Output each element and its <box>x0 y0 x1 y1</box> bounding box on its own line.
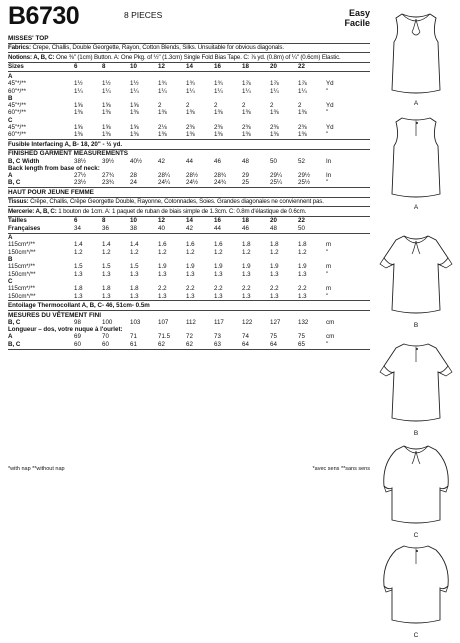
fr-view-label: C <box>8 277 13 285</box>
table-row: A 27½ 27¾ 28 28¼ 28½ 28¾ 29 29¼ 29½ In <box>8 172 332 180</box>
difficulty-en: Easy <box>348 8 370 18</box>
table-row: 45"*/** 1½ 1½ 1½ 1¾ 1¾ 1¾ 1⅞ 1⅞ 1⅞ Yd <box>8 80 334 88</box>
en-title: MISSES' TOP <box>8 35 49 42</box>
sketch-label: A <box>413 100 419 107</box>
fr-mesures-title: MESURES DU VÊTEMENT FINI <box>8 311 102 319</box>
difficulty-fr: Facile <box>344 18 370 28</box>
sketch-view-a-back-sleeveless <box>376 112 456 209</box>
table-row: A 69 70 71 71.5 72 73 74 75 75 cm <box>8 333 335 341</box>
en-interfacing: Fusible Interfacing A, B- 18, 20" - ½ yd. <box>8 140 123 148</box>
pattern-number: B6730 <box>8 2 80 30</box>
fr-view-label: A <box>8 234 13 242</box>
fr-yardage-table <box>8 234 370 300</box>
sketch-label: B <box>413 322 419 329</box>
en-view-label: C <box>8 116 13 124</box>
fr-longueur-table <box>8 333 370 348</box>
sketch-view-c-front-puff <box>376 440 456 537</box>
en-view-label: B <box>8 94 13 102</box>
en-width-row: B, C Width 38½ 39½ 40½ 42 44 46 48 50 52 In <box>8 157 332 165</box>
difficulty <box>320 8 370 28</box>
footnotes <box>8 466 370 472</box>
fr-view-label: B <box>8 256 13 264</box>
table-row: 150cm*/** 1.3 1.3 1.3 1.3 1.3 1.3 1.3 1.3 1.3 " <box>8 292 329 300</box>
sketch-label: B <box>413 430 419 437</box>
en-finished-title: FINISHED GARMENT MEASUREMENTS <box>8 150 129 158</box>
table-row: 115cm*/** 1.8 1.8 1.8 2.2 2.2 2.2 2.2 2.2 2.2 m <box>8 285 332 293</box>
fr-longueur-label: Longueur – dos, votre nuque à l'ourlet: <box>8 326 123 334</box>
en-back-length-label: Back length from base of neck: <box>8 164 100 172</box>
table-row: 60"*/** 1⅜ 1⅜ 1⅜ 1⅜ 1⅜ 1⅜ 1⅜ 1⅜ 1⅜ " <box>8 109 329 117</box>
sketch-view-c-back-puff <box>376 540 456 637</box>
garment-sketches <box>374 0 460 643</box>
fr-tailles-row: Tailles 6 8 10 12 14 16 18 20 22 <box>8 217 305 225</box>
fr-entoilage: Entoilage Thermocollant A, B, C- 46, 51cm- 0.5m <box>8 302 150 310</box>
table-row: 45"*/** 1⅝ 1⅝ 1⅝ 2 2 2 2 2 2 Yd <box>8 102 334 110</box>
en-back-length-table <box>8 172 370 187</box>
sketch-label: A <box>413 204 419 211</box>
en-yardage-table <box>8 73 370 139</box>
table-row: 115cm*/** 1.4 1.4 1.4 1.6 1.6 1.6 1.8 1.8 1.8 m <box>8 241 332 249</box>
table-row: B, C 60 60 61 62 62 63 64 64 65 " <box>8 340 329 348</box>
sketch-label: C <box>413 632 419 639</box>
sketch-view-b-front-ruffle <box>376 230 456 327</box>
fr-title: HAUT POUR JEUNE FEMME <box>8 188 94 196</box>
table-row: 60"*/** 1⅜ 1⅜ 1⅜ 1⅜ 1⅜ 1⅜ 1⅜ 1⅜ 1⅜ " <box>8 131 329 139</box>
en-notions: Notions: A, B, C: One ⅜" (1cm) Button. A: One Pkg. of ½" (1.3cm) Single Fold Bias Tape. C: ⅞ yd. (0.8m) of ¼" (0.6cm) Elastic. <box>8 53 341 61</box>
footnote-fr: *avec sens **sans sens <box>312 466 370 472</box>
pattern-info <box>8 35 370 350</box>
table-row: 150cm*/** 1.3 1.3 1.3 1.3 1.3 1.3 1.3 1.3 1.3 " <box>8 270 329 278</box>
pieces-count: 8 PIECES <box>124 10 163 20</box>
table-row: 115cm*/** 1.5 1.5 1.5 1.9 1.9 1.9 1.9 1.9 1.9 m <box>8 263 332 271</box>
fr-tissus: Tissus: Crêpe, Challis, Crêpe Georgette Double, Rayonne, Cotonnades, Soies. Grandes diagonales ne conviennent pas. <box>8 198 324 206</box>
sketch-view-b-back-ruffle <box>376 338 456 435</box>
sketch-label: C <box>413 532 419 539</box>
en-sizes-row: Sizes 6 8 10 12 14 16 18 20 22 <box>8 63 305 71</box>
fr-francaises-row: Françaises 34 36 38 40 42 44 46 48 50 <box>8 224 305 232</box>
sketch-view-a-front-sleeveless <box>376 8 456 105</box>
fr-mercerie: Mercerie: A, B, C: 1 bouton de 1cm. A: 1 paquet de ruban de biais simple de 1.3cm. C: 0.8m d'élastique de 0.6cm. <box>8 207 307 215</box>
en-view-label: A <box>8 72 13 80</box>
table-row: 45"*/** 1⅝ 1⅝ 1⅝ 2⅛ 2⅜ 2⅜ 2⅜ 2⅜ 2⅜ Yd <box>8 124 334 132</box>
footnote-en: *with nap **without nap <box>8 466 65 472</box>
table-row: 60"*/** 1¼ 1¼ 1¼ 1¼ 1¼ 1¼ 1¼ 1¼ 1¼ " <box>8 87 329 95</box>
fr-bc-row: B, C 98 100 103 107 112 117 122 127 132 cm <box>8 318 335 326</box>
table-row: B, C 23½ 23¾ 24 24¼ 24½ 24¾ 25 25¼ 25½ " <box>8 179 329 187</box>
table-row: 150cm*/** 1.2 1.2 1.2 1.2 1.2 1.2 1.2 1.2 1.2 " <box>8 248 329 256</box>
en-fabrics: Fabrics: Crepe, Challis, Double Georgette, Rayon, Cotton Blends, Silks. Unsuitable for obvious diagonals. <box>8 44 284 52</box>
